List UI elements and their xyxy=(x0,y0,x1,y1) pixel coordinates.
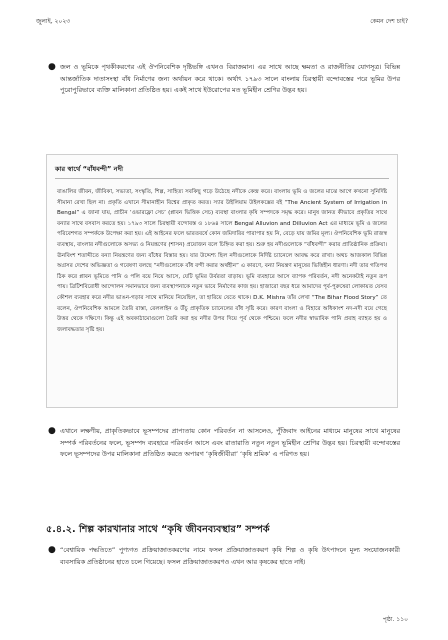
box-body: বাঙালির জীবন, জীবিকা, সভ্যতা, সংস্কৃতি, শিল্প, সাহিত্য সবকিছু গড়ে উঠেছে নদীকে কেন্দ্র করে। বাংলায় ভূমি ও জলের মাঝে আগে কখনো সুনির্দিষ্ট সীমানা রেখা ছিল না। প্রকৃতি এখানে সীমানাহীন বিশ্বের প্রাকৃত করত। স্যার উইলিয়াম উইলকক্সের বই “The Ancient System of Irrigation in Bengal” এ জানা যায়, প্রাচীন ‘ওভারফ্লো সেচ’ (প্লাবন ভিত্তিক সেচ) ব্যবস্থা বাংলার কৃষি সম্পদকে সমৃদ্ধ করে। মানুষ জানত কীভাবে প্রকৃতির সাথে বন্যার সাথে বসবাস করতে হয়। ১৭৯৩ সালে চিরস্থায়ী বন্দোবস্ত ও ১৮৬৪ সালে Bengal Alluvion and Dilluvion Act এর মাধ্যমে ভূমি ও জলের পরিবেশগত সম্পর্ককে উপেক্ষা করা হয়। এই আইনের ফলে ভারতবর্ষে কোন জমিদারির পারাপার হয় নি, বেড়ে যায় জমির মূল্য। ঔপনিবেশিক ভূমি রাজস্ব ব্যবস্থায়, বাংলার নদীগুলোকে অসভ্য ও নিয়ন্ত্রণের (শাসন) প্রয়োজন বলে চিহ্নিত করা হয়। শুরু হয় নদীগুলোকে “বাঁধবন্দী” করার প্রাতিষ্ঠানিক প্রক্রিয়া। ঊনবিংশ শতাব্দীতে বন্যা নিয়ন্ত্রণের জন্য বাঁধের বিস্তার হয়। যার উদ্দেশ্য ছিল নদীগুলোকে নির্দিষ্ট চ্যানেলে আবদ্ধ করে রাখা। অথচ আজকাল বিভিন্ন অগ্রসর দেশের অভিজ্ঞতা ও গবেষণা বলছে “নদীগুলোকে বাঁধ বন্দী করার অর্থহীন” এ কারণে, বন্যা নিয়ন্ত্রণ মানুষের ভিত্তিহীন ধারণা। নদী তার গতিপথ ঠিক করে প্লাবন ভূমিতে পানি ও পলি বয়ে নিয়ে আসে, যেটি ভূমির উর্বরতা বাড়ায়। ভূমি ব্যবহারে আসে ব্যাপক পরিবর্তন, নদী অনেকটাই নতুন রূপ পায়। ব্রিটিশবিরোধী আন্দোলন সমানভাবে জন্য ব্যবস্থাপনাকে নতুন ভাবে নির্মাণের কাজ হয়। হাজারো বছর ধরে আমাদের পূর্ব-পুরুষেরা লোকায়ত যেসব কৌশল ব্যবহার করে নদীর ভাঙন-গড়ার সাথে মানিয়ে নিয়েছিল, তা হারিয়ে যেতে থাকে। D.K. Mishra তাঁর লেখা “The Bihar Flood Story” তে বলেন, ঔপনিবেশিক আমলে তৈরি রাস্তা, রেললাইন ও উঁচু প্রাকৃতিক চ্যানেলের বাঁধ সৃষ্টি করে। কারণ বাংলা ও বিহারে অধিকাংশ নদ-নদী বয়ে গেছে উত্তর থেকে দক্ষিণে। কিন্তু এই অবকাঠামোগুলো তৈরি করা হয় নদীর উপর দিয়ে পূর্ব থেকে পশ্চিমে। ফলে নদীর স্বাভাবিক পানি প্রবাহ ব্যাহত হয় ও জলাবদ্ধতার সৃষ্টি হয়। xyxy=(57,189,387,333)
bullet-dot-icon: ● xyxy=(48,426,56,436)
bullet-1-text: জল ও ভূমিকে পৃথকীকরণের এই ঔপনিবেশিক দৃষ্টিভঙ্গি এখনও বিরাজমান। এর সাথে আছে ক্ষমতা ও রাজনীতির যোগসূত্র। বিভিন্ন আন্তর্জাতিক দাতাসংস্থা বাঁধ নির্মাণের জন্য অর্থায়ন করে থাকে। অর্থাৎ ১৭৯৩ সালে বাংলায় চিরস্থায়ী বন্দোবস্তের পরে ভূমির উপর পুরোপুরিভাবে ব্যক্তি মালিকানা প্রতিষ্ঠিত হয়। একই সাথে ইউরোপের মত ভূমিহীন শ্রেণির উদ্ভব হয়। xyxy=(60,63,400,95)
page-header xyxy=(36,16,408,27)
bullet-paragraph-3 xyxy=(48,545,400,568)
sidebar-box xyxy=(46,154,398,408)
header-date: জুলাই, ২০২৩ xyxy=(36,18,71,25)
bullet-3-text: “বেশ্বায়িক পদ্ধতিতে” পুণ্যগত প্রক্রিয়াজাতকরণের নামে ফসল প্রক্রিয়াজাতকরণ কৃষি শিল্প ও কৃষি উৎপাদনে মূল্য সংযোজনকারী ব্যবসায়িক প্রতিষ্ঠানের হাতে চলে গিয়েছে। ফসল প্রক্রিয়াজাতকরণও এখন আর কৃষকের হাতে নাই। xyxy=(60,546,400,566)
bullet-dot-icon: ● xyxy=(48,545,56,555)
page-number: পৃষ্ঠা. ১১০ xyxy=(382,616,408,623)
bullet-dot-icon: ● xyxy=(48,62,56,72)
box-title: কার স্বার্থে “বাঁধবন্দী” নদী xyxy=(55,163,389,179)
bullet-paragraph-2 xyxy=(48,426,400,461)
bullet-paragraph-1 xyxy=(48,62,400,97)
header-title: কেমন দেশ চাই? xyxy=(370,18,408,25)
section-heading: ৫.৪.২. শিল্প কারখানার সাথে “কৃষি জীবনব্যবস্থার” সম্পর্ক xyxy=(46,524,270,535)
bullet-2-text: এখানে লক্ষণীয়, প্রাকৃতিকভাবে ভূসম্পদের প্রাপ্যতায় কোন পরিবর্তন না আসলেও, পুঁজিবাদ আইনের মাধ্যমে মানুষের সাথে মানুষের সম্পর্ক পরিবর্তনের ফলে, ভূসম্পদ ব্যবহারে পরিবর্তন আসে এবং রাতারাতি নতুন নতুন ভূমিহীন শ্রেণির উদ্ভব হয়। চিরস্থায়ী বন্দোবস্তের ফলে ভূসম্পদের উপর মালিকানা প্রতিষ্ঠিত করতে অপারগ ‘কৃষিজীবীরা’ ‘কৃষি শ্রমিক’ এ পরিণত হয়। xyxy=(60,427,400,459)
